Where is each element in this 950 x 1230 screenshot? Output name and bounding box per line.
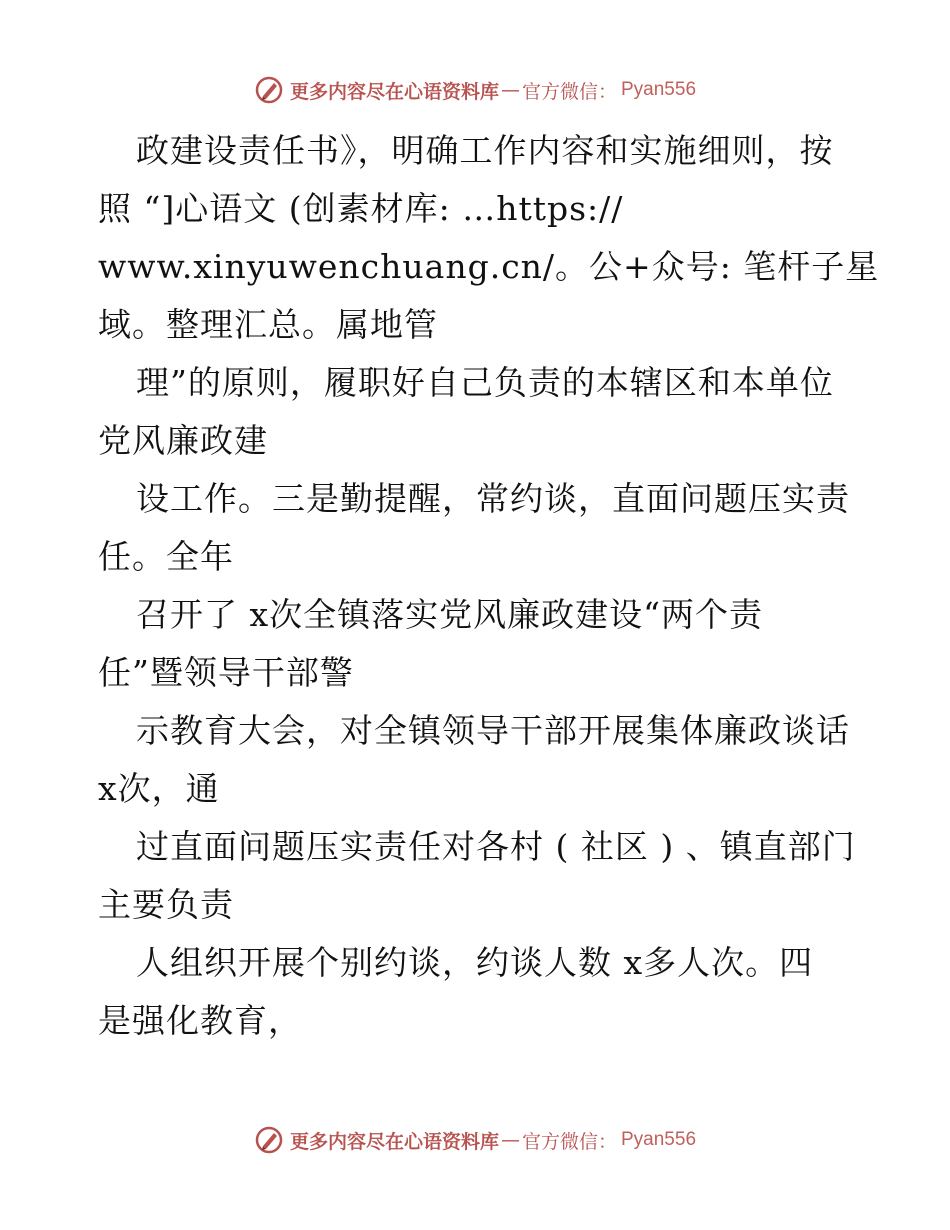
body-line: 理”的原则，履职好自己负责的本辖区和本单位 xyxy=(136,363,834,402)
header-watermark xyxy=(0,70,950,110)
body-line: x次，通 xyxy=(98,769,220,808)
body-line: 主要负责 xyxy=(98,885,234,924)
footer-dash: — xyxy=(500,1129,520,1151)
body-line: 域。整理汇总。属地管 xyxy=(98,305,438,344)
body-line: 人组织开展个别约谈，约谈人数 x多人次。四 xyxy=(136,943,814,982)
footer-wechat-id: Pyan556 xyxy=(621,1129,697,1150)
pen-logo-icon xyxy=(254,75,284,105)
body-line: 是强化教育， xyxy=(98,1001,302,1040)
header-brand-text: 更多内容尽在心语资料库 xyxy=(289,80,499,103)
body-line: 党风廉政建 xyxy=(98,421,268,460)
body-line: 过直面问题压实责任对各村 ( 社区 ) 、镇直部门 xyxy=(136,827,856,866)
body-line: 任。全年 xyxy=(98,537,234,576)
body-line: 政建设责任书》，明确工作内容和实施细则，按 xyxy=(136,131,834,170)
footer-wechat-label: 官方微信： xyxy=(521,1130,617,1153)
body-line: 设工作。三是勤提醒，常约谈，直面问题压实责 xyxy=(136,479,850,518)
body-line: 示教育大会，对全镇领导干部开展集体廉政谈话 xyxy=(136,711,850,750)
header-wechat-id: Pyan556 xyxy=(621,79,697,100)
pen-logo-icon xyxy=(254,1125,284,1155)
header-wechat-label: 官方微信： xyxy=(521,80,617,103)
document-body xyxy=(98,122,878,1050)
body-line: 照 “]心语文 (创素材库: …https:// xyxy=(98,189,624,228)
footer-brand-text: 更多内容尽在心语资料库 xyxy=(289,1130,499,1153)
header-dash: — xyxy=(500,79,520,101)
body-line: 任”暨领导干部警 xyxy=(98,653,354,692)
body-line: 召开了 x次全镇落实党风廉政建设“两个责 xyxy=(136,595,763,634)
body-line: www.xinyuwenchuang.cn/。公+众号: 笔杆子星 xyxy=(98,247,880,286)
footer-watermark xyxy=(0,1120,950,1160)
